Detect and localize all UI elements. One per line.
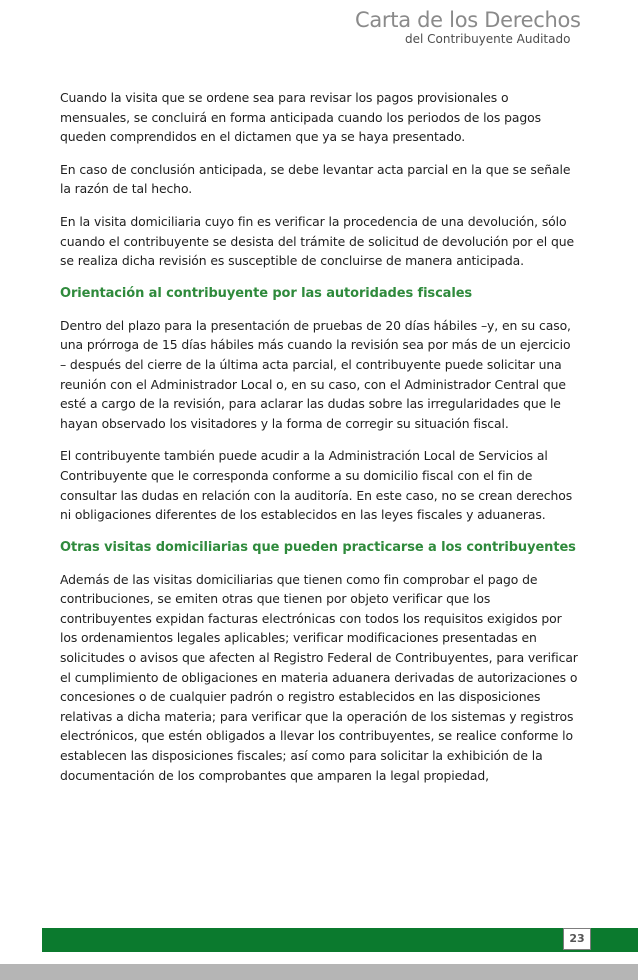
paragraph: En la visita domiciliaria cuyo fin es verificar la procedencia de una devolución, sólo cuando el contribuyente se desista del trámite de solicitud de devolución por el que se realiza dicha revisión es susceptible de concluirse de manera anticipada.: [60, 213, 574, 269]
header-subtitle: del Contribuyente Auditado: [405, 32, 571, 46]
bottom-strip: [0, 964, 638, 980]
page-content: [60, 88, 580, 798]
section-heading: Orientación al contribuyente por las autoridades fiscales: [60, 285, 473, 301]
header-title: Carta de los Derechos: [355, 8, 581, 32]
paragraph: En caso de conclusión anticipada, se debe levantar acta parcial en la que se señale la razón de tal hecho.: [60, 161, 571, 197]
paragraph: Dentro del plazo para la presentación de pruebas de 20 días hábiles –y, en su caso, una prórroga de 15 días hábiles más cuando la revisión sea por más de un ejercicio – después del cierre de la última acta parcial, el contribuyente puede solicitar una reunión con el Administrador Local o, en su caso, con el Administrador Central que esté a cargo de la revisión, para aclarar las dudas sobre las irregularidades que le hayan observado los visitadores y la forma de corregir su situación fiscal.: [60, 317, 571, 431]
page-number: 23: [563, 928, 591, 950]
footer-bar: [42, 928, 638, 952]
paragraph: Además de las visitas domiciliarias que tienen como fin comprobar el pago de contribuciones, se emiten otras que tienen por objeto verificar que los contribuyentes expidan facturas electrónicas con todos los requisitos exigidos por los ordenamientos legales aplicables; verificar modificaciones presentadas en solicitudes o avisos que afecten al Registro Federal de Contribuyentes, para verificar el cumplimiento de obligaciones en materia aduanera derivadas de autorizaciones o concesiones o de cualquier padrón o registro establecidos en las disposiciones relativas a dicha materia; para verificar que la operación de los sistemas y registros electrónicos, que estén obligados a llevar los contribuyentes, se realice conforme lo establecen las disposiciones fiscales; así como para solicitar la exhibición de la documentación de los comprobantes que amparen la legal propiedad,: [60, 571, 578, 783]
section-heading: Otras visitas domiciliarias que pueden practicarse a los contribuyentes: [60, 539, 576, 555]
paragraph: Cuando la visita que se ordene sea para revisar los pagos provisionales o mensuales, se concluirá en forma anticipada cuando los periodos de los pagos queden comprendidos en el dictamen que ya se haya presentado.: [60, 90, 541, 145]
paragraph: El contribuyente también puede acudir a la Administración Local de Servicios al Contribuyente que le corresponda conforme a su domicilio fiscal con el fin de consultar las dudas en relación con la auditoría. En este caso, no se crean derechos ni obligaciones diferentes de los establecidos en las leyes fiscales y aduaneras.: [60, 448, 573, 523]
